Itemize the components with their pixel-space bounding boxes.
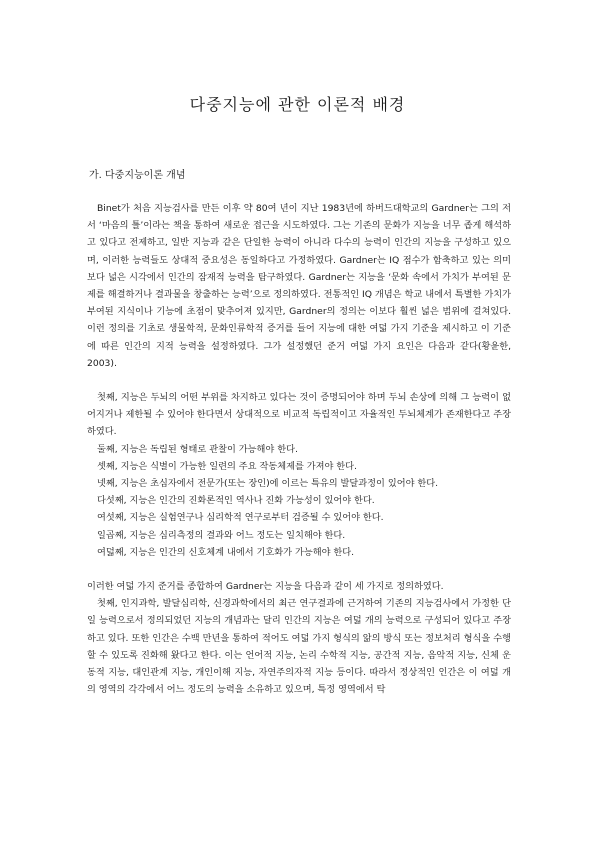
paragraph-intro: Binet가 처음 지능검사를 만든 이후 약 80여 년이 지난 1983년에 하버드대학교의 Gardner는 그의 저서 ‘마음의 틀’이라는 책을 통하여 새로운 접근을 시도하였다. 그는 기존의 문화가 지능을 너무 좁게 해석하고 있다고 전제하고, 일반 지능과 같은 단일한 능력이 아니라 다수의 능력이 인간의 지능을 구성하고 있으며, 이러한 능력들도 상대적 중요성은 동일하다고 가정하였다. Gardner는 IQ 점수가 함축하고 있는 의미보다 넓은 시각에서 인간의 잠재적 능력을 탐구하였다. Gardner는 지능을 ‘문화 속에서 가치가 부여된 문제를 해결하거나 결과물을 창출하는 능력’으로 정의하였다. 전통적인 IQ 개념은 학교 내에서 특별한 가치가 부여된 지식이나 기능에 초점이 맞추어져 있지만, Gardner의 정의는 이보다 훨씬 넓은 범위에 걸쳐있다. 이런 정의를 기초로 생물학적, 문화인류학적 증거를 들어 지능에 대한 여덟 가지 기준을 제시하고 이 기준에 따른 인간의 지적 능력을 설정하였다. 그가 설정했던 준거 여덟 가지 요인은 다음과 같다(황윤한, 2003). bbox=[87, 203, 511, 369]
document-body bbox=[87, 200, 511, 698]
criteria-item-8: 여덟째, 지능은 인간의 신호체계 내에서 기호화가 가능해야 한다. bbox=[97, 546, 355, 558]
page-title: 다중지능에 관한 이론적 배경 bbox=[189, 95, 406, 114]
criteria-item-6: 여섯째, 지능은 실험연구나 심리학적 연구로부터 검증될 수 있어야 한다. bbox=[97, 512, 384, 524]
criteria-item-7: 일곱째, 지능은 심리측정의 결과와 어느 정도는 일치해야 한다. bbox=[97, 529, 346, 541]
criteria-item-1: 첫째, 지능은 두뇌의 어떤 부위를 차지하고 있다는 것이 증명되어야 하며 두뇌 손상에 의해 그 능력이 없어지거나 제한될 수 있어야 한다면서 상대적으로 비교적 독립적이고 자율적인 두뇌체계가 존재한다고 주장하였다. bbox=[87, 392, 511, 438]
criteria-list bbox=[87, 441, 511, 561]
criteria-item-2: 둘째, 지능은 독립된 형태로 관찰이 가능해야 한다. bbox=[97, 443, 298, 455]
criteria-item-3: 셋째, 지능은 식별이 가능한 일련의 주요 작동체제를 가져야 한다. bbox=[97, 460, 357, 472]
section-heading: 가. 다중지능이론 개념 bbox=[89, 170, 186, 181]
spacer bbox=[87, 561, 511, 578]
spacer bbox=[87, 372, 511, 389]
criteria-item-4: 넷째, 지능은 초심자에서 전문가(또는 장인)에 이르는 특유의 발달과정이 있어야 한다. bbox=[97, 478, 439, 490]
paragraph-summary: 이러한 여덟 가지 준거를 종합하여 Gardner는 지능을 다음과 같이 세 가지로 정의하였다. bbox=[87, 581, 444, 593]
paragraph-definition: 첫째, 인지과학, 발달심리학, 신경과학에서의 최근 연구결과에 근거하여 기존의 지능검사에서 가정한 단일 능력으로서 정의되었던 지능의 개념과는 달리 인간의 지능은 여덟 개의 능력으로 구성되어 있다고 주장하고 있다. 또한 인간은 수백 만년을 통하여 적어도 여덟 가지 형식의 앎의 방식 또는 정보처리 형식을 수행할 수 있도록 진화해 왔다고 한다. 이는 언어적 지능, 논리 수학적 지능, 공간적 지능, 음악적 지능, 신체 운동적 지능, 대인관계 지능, 개인이해 지능, 자연주의자적 지능 등이다. 따라서 정상적인 인간은 이 여덟 개의 영역의 각각에서 어느 정도의 능력을 소유하고 있으며, 특정 영역에서 탁 bbox=[87, 598, 511, 696]
criteria-item-5: 다섯째, 지능은 인간의 진화론적인 역사나 진화 가능성이 있어야 한다. bbox=[97, 495, 375, 507]
